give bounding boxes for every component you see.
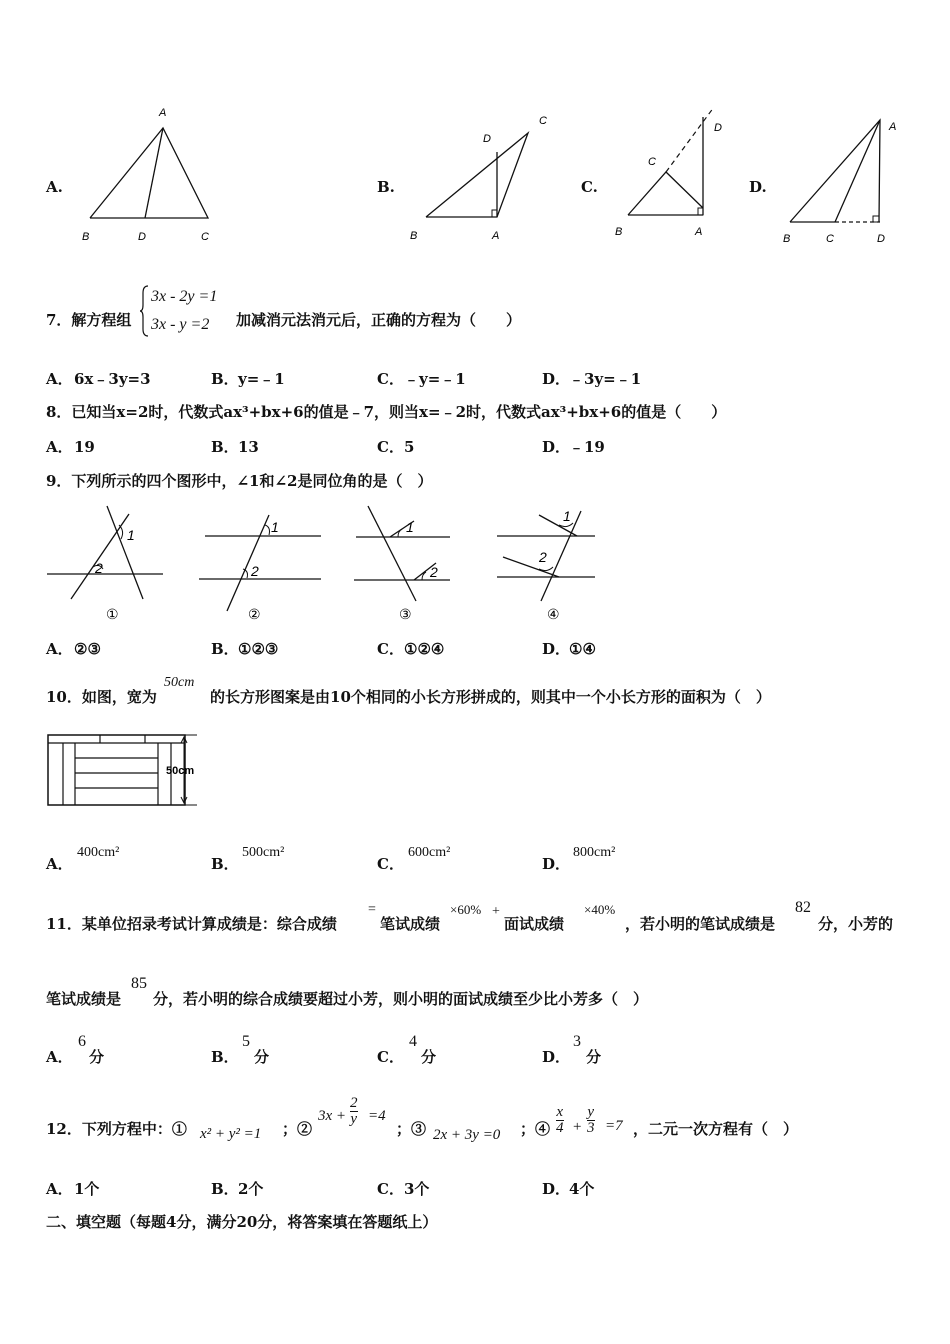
q9-fig-label-3: ③ [399, 607, 412, 623]
q6b-label-c: C [539, 115, 547, 127]
q9-option-b: ①②③ [238, 640, 279, 658]
q9-figure-3 [352, 503, 462, 628]
q6c-label-d: D [714, 122, 722, 134]
q12-equation-4b: =7 [605, 1118, 623, 1134]
q8-option-b: 13 [238, 438, 259, 456]
q6c-label-a: A [695, 226, 703, 238]
q6b-label-a: A [492, 230, 500, 242]
q11-written-score: 笔试成绩 [380, 915, 441, 933]
q8-option-c: 5 [404, 438, 415, 456]
q11-option-b-unit: 分 [254, 1048, 270, 1066]
q12-e4-denominator-2: 3 [587, 1120, 595, 1136]
q11-option-d: 3 [573, 1033, 581, 1050]
q9-option-d-label: D． [542, 640, 571, 658]
q12-equation-1: x² + y² =1 [200, 1126, 262, 1142]
section-2-title: 二、填空题（每题4分，满分20分，将答案填在答题纸上） [46, 1213, 438, 1231]
q12-e2-numerator: 2 [350, 1095, 358, 1111]
q11-option-d-label: D． [542, 1048, 571, 1066]
q6d-label-a: A [889, 121, 897, 133]
q10-option-d-label: D． [542, 855, 571, 873]
q11-plus: + [492, 904, 500, 919]
q9-fig-label-4: ④ [547, 607, 560, 623]
q12-option-c: 3个 [404, 1180, 430, 1198]
q9-stem: 9．下列所示的四个图形中，∠1和∠2是同位角的是（ ） [46, 472, 433, 490]
q7-prefix: 7．解方程组 [46, 311, 132, 329]
q6-figure-b [408, 110, 558, 250]
q7-equation-1: 3x - 2y =1 [151, 288, 218, 305]
q12-option-a-label: A． [46, 1180, 73, 1198]
q12-option-d: 4个 [569, 1180, 595, 1198]
q9f1-angle-1: 1 [127, 527, 135, 543]
q6-figure-c [612, 105, 742, 245]
q10-suffix: 的长方形图案是由10个相同的小长方形拼成的，则其中一个小长方形的面积为（ ） [210, 688, 771, 706]
q9-option-a: ②③ [74, 640, 101, 658]
q7-option-c-label: C． [377, 370, 404, 388]
q11-part-5: 分，小芳的 [818, 915, 894, 933]
q11-option-a: 6 [78, 1033, 86, 1050]
q6-figure-a [80, 100, 230, 250]
q10-option-c-label: C． [377, 855, 404, 873]
q8-option-d-label: D． [542, 438, 571, 456]
q11-option-a-label: A． [46, 1048, 73, 1066]
q12-option-c-label: C． [377, 1180, 404, 1198]
q7-option-b: y=﹣1 [238, 370, 285, 388]
q9f2-angle-1: 1 [271, 519, 279, 535]
q12-e4-numerator-1: x [556, 1104, 564, 1120]
q11-option-a-unit: 分 [89, 1048, 105, 1066]
q6-option-a-label: A. [46, 178, 63, 196]
q10-option-a: 400cm² [77, 845, 120, 860]
q11-score-2: 85 [131, 975, 147, 992]
q6a-label-a: A [159, 107, 167, 119]
q6d-label-b: B [783, 233, 791, 245]
q9-option-a-label: A． [46, 640, 73, 658]
q11-weight-1: ×60% [450, 902, 482, 917]
q7-suffix: 加减消元法消元后，正确的方程为（ ） [236, 311, 522, 329]
q12-option-a: 1个 [74, 1180, 100, 1198]
q10-option-c: 600cm² [408, 845, 451, 860]
q10-option-d: 800cm² [573, 845, 616, 860]
q12-equation-2b: =4 [368, 1108, 386, 1124]
q6c-label-c: C [648, 156, 656, 168]
q6a-label-c: C [201, 231, 209, 243]
q7-option-b-label: B． [211, 370, 239, 388]
q9f3-angle-1: 1 [406, 519, 414, 535]
q9f4-angle-2: 2 [539, 549, 547, 565]
q9-figure-2 [197, 503, 327, 628]
q11-score-1: 82 [795, 899, 811, 916]
q12-suffix: ，二元一次方程有（ ） [633, 1120, 799, 1138]
q11-option-b: 5 [242, 1033, 250, 1050]
q7-option-d: ﹣3y=﹣1 [569, 370, 642, 388]
q12-sep-2: ；③ [396, 1120, 427, 1138]
q6c-label-b: B [615, 226, 623, 238]
q11-option-d-unit: 分 [586, 1048, 602, 1066]
q6-option-d-label: D. [749, 178, 767, 196]
q6a-label-b: B [82, 231, 90, 243]
q7-option-a: 6x﹣3y=3 [74, 370, 151, 388]
q11-line2-a: 笔试成绩是 [46, 990, 122, 1008]
q11-line2-b: 分，若小明的综合成绩要超过小芳，则小明的面试成绩至少比小芳多（ ） [153, 990, 649, 1008]
q11-part-1: 11．某单位招录考试计算成绩是：综合成绩 [46, 915, 337, 933]
q12-prefix: 12．下列方程中：① [46, 1120, 187, 1138]
q10-option-b-label: B． [211, 855, 239, 873]
q12-sep-1: ；② [282, 1120, 313, 1138]
q11-option-b-label: B． [211, 1048, 239, 1066]
q9-option-d: ①④ [569, 640, 596, 658]
q7-brace [140, 285, 150, 337]
q12-sep-3: ；④ [520, 1120, 551, 1138]
q12-option-d-label: D． [542, 1180, 571, 1198]
q9f3-angle-2: 2 [430, 564, 438, 580]
q11-equals: = [368, 902, 376, 917]
q9f1-angle-2: 2 [95, 560, 103, 576]
q9-figure-4 [495, 503, 605, 628]
q12-equation-2-fraction [350, 1096, 358, 1127]
q9-fig-label-2: ② [248, 607, 261, 623]
q10-figure-label: 50cm [166, 765, 195, 777]
q9-fig-label-1: ① [106, 607, 119, 623]
q9-figure-1 [45, 503, 170, 628]
q8-option-c-label: C． [377, 438, 404, 456]
q10-figure [45, 730, 215, 815]
q8-option-b-label: B． [211, 438, 239, 456]
q6d-label-d: D [877, 233, 885, 245]
q7-option-a-label: A． [46, 370, 73, 388]
q8-option-d: ﹣19 [569, 438, 605, 456]
q6-option-b-label: B. [377, 178, 395, 196]
q6a-label-d: D [138, 231, 146, 243]
q11-interview-score: 面试成绩 [504, 915, 565, 933]
q11-part-4: ，若小明的笔试成绩是 [625, 915, 776, 933]
q9-option-c: ①②④ [404, 640, 445, 658]
q10-width: 50cm [164, 675, 195, 690]
q9-option-c-label: C． [377, 640, 404, 658]
q12-e2-denominator: y [350, 1111, 358, 1127]
q12-option-b: 2个 [238, 1180, 264, 1198]
q7-option-c: ﹣y=﹣1 [404, 370, 466, 388]
q12-equation-4-plus: + [573, 1119, 582, 1135]
q6b-label-b: B [410, 230, 418, 242]
q12-equation-3: 2x + 3y =0 [433, 1127, 501, 1143]
q6b-label-d: D [483, 133, 491, 145]
q6-figure-d [780, 110, 920, 250]
q12-equation-4-frac-1 [556, 1105, 564, 1136]
q12-e4-denominator-1: 4 [556, 1120, 564, 1136]
q9f2-angle-2: 2 [251, 563, 259, 579]
q7-option-d-label: D． [542, 370, 571, 388]
q12-e4-numerator-2: y [587, 1104, 595, 1120]
q11-option-c-unit: 分 [421, 1048, 437, 1066]
q11-option-c: 4 [409, 1033, 417, 1050]
q12-equation-4-frac-2 [587, 1105, 595, 1136]
q6-option-c-label: C. [581, 178, 598, 196]
q7-equation-2: 3x - y =2 [151, 316, 210, 333]
q11-option-c-label: C． [377, 1048, 404, 1066]
q9-option-b-label: B． [211, 640, 239, 658]
q8-option-a-label: A． [46, 438, 73, 456]
q6d-label-c: C [826, 233, 834, 245]
q10-option-a-label: A． [46, 855, 73, 873]
q12-option-b-label: B． [211, 1180, 239, 1198]
q11-weight-2: ×40% [584, 902, 616, 917]
q9f4-angle-1: 1 [563, 508, 571, 524]
q12-equation-2a: 3x + [318, 1108, 347, 1124]
q10-option-b: 500cm² [242, 845, 285, 860]
q8-stem: 8．已知当x=2时，代数式ax³+bx+6的值是﹣7，则当x=﹣2时，代数式ax³+bx+6的值是（ ） [46, 403, 727, 421]
q10-prefix: 10．如图，宽为 [46, 688, 157, 706]
q8-option-a: 19 [74, 438, 95, 456]
